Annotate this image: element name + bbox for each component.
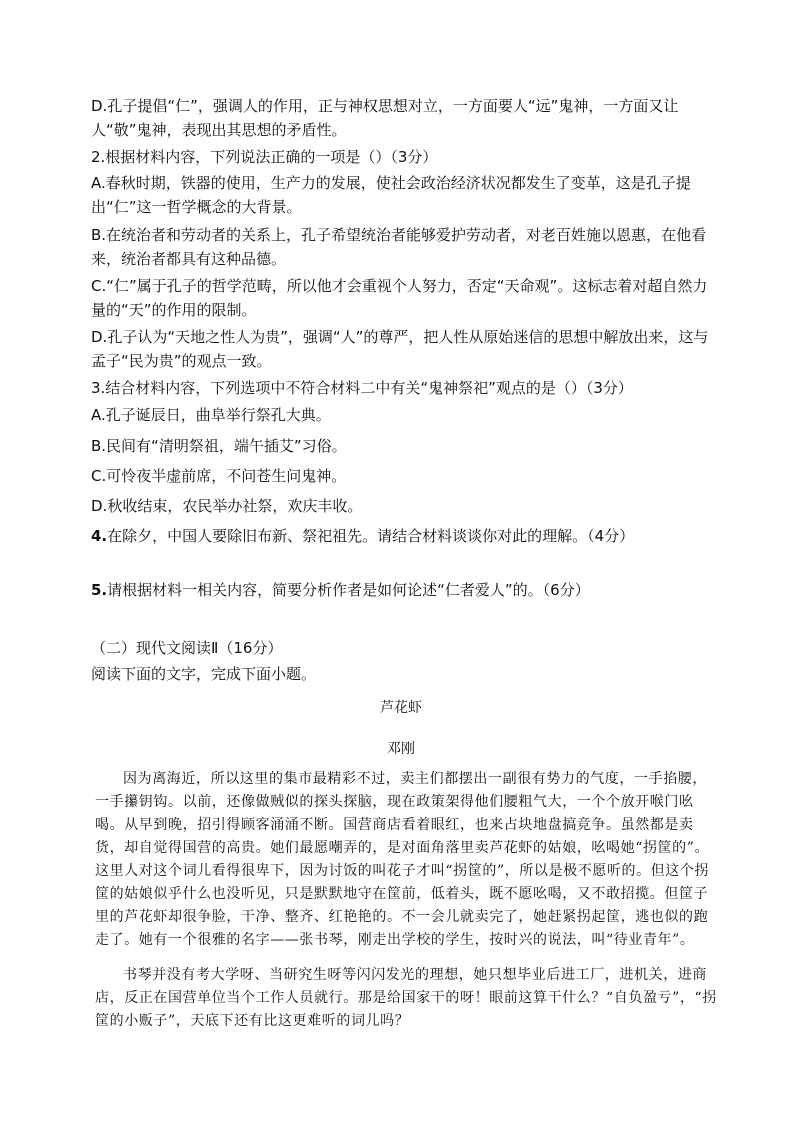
story-title: 芦花虾 bbox=[380, 700, 422, 716]
reading-instruction: 阅读下面的文字，完成下面小题。 bbox=[91, 665, 317, 683]
story-author: 邓刚 bbox=[387, 741, 415, 757]
question-4 bbox=[91, 524, 711, 548]
option-c-q3: C.可怜夜半虚前席，不问苍生问鬼神。 bbox=[91, 467, 347, 485]
option-d-q1: D.孔子提倡“仁”，强调人的作用，正与神权思想对立，一方面要人“远”鬼神，一方面又让人“敬”鬼神，表现出其思想的矛盾性。 bbox=[91, 97, 679, 139]
question-2: 2.根据材料内容，下列说法正确的一项是（）（3分） bbox=[91, 148, 438, 166]
option-a-q3: A.孔子诞辰日，曲阜举行祭孔大典。 bbox=[91, 406, 331, 424]
option-c-q2: C.“仁”属于孔子的哲学范畴，所以他才会重视个人努力，否定“天命观”。这标志着对超自然力量的“天”的作用的限制。 bbox=[91, 277, 708, 319]
question-3: 3.结合材料内容，下列选项中不符合材料二中有关“鬼神祭祀”观点的是（）（3分） bbox=[91, 379, 633, 397]
option-d-q2: D.孔子认为“天地之性人为贵”，强调“人”的尊严，把人性从原始迷信的思想中解放出来，这与孟子“民为贵”的观点一致。 bbox=[91, 328, 709, 370]
option-d-q3: D.秋收结束，农民举办社祭，欢庆丰收。 bbox=[91, 497, 363, 515]
question-4-text: 在除夕，中国人要除旧布新、祭祀祖先。请结合材料谈谈你对此的理解。（4分） bbox=[107, 527, 635, 545]
option-b-q3: B.民间有“清明祭祖，端午插艾”习俗。 bbox=[91, 437, 347, 455]
question-4-number: 4. bbox=[91, 527, 108, 545]
story-paragraph: 因为离海近，所以这里的集市最精彩不过，卖主们都摆出一副很有势力的气度，一手掐腰，一手攥钥钩。以前，还像做贼似的探头探脑，现在政策架得他们腰粗气大，一个个放开喉门吆喝。从早到晚，招引得顾客涌涌不断。国营商店看着眼红，也来占块地盘搞竞争。虽然都是卖货，却自觉得国营的高贵。她们最愿嘲弄的，是对面角落里卖芦花虾的姑娘，吆喝她“拐筐的”。这里人对这个词儿看得很卑下，因为讨饭的叫花子才叫“拐筐的”，所以是极不愿听的。但这个拐筐的姑娘似乎什么也没听见，只是默默地守在筐前，低着头，既不愿吆喝，又不敢招揽。但筐子里的芦花虾却很争脸，干净、整齐、红艳艳的。不一会儿就卖完了，她赶紧拐起筐，逃也似的跑走了。她有一个很雅的名字——张书琴，刚走出学校的学生，按时兴的说法，叫“待业青年”。 bbox=[95, 771, 710, 948]
option-b-q2: B.在统治者和劳动者的关系上，孔子希望统治者能够爱护劳动者，对老百姓施以恩惠，在他看来，统治者都具有这种品德。 bbox=[91, 226, 707, 268]
option-a-q2: A.春秋时期，铁器的使用，生产力的发展，使社会政治经济状况都发生了变革，这是孔子提出“仁”这一哲学概念的大背景。 bbox=[91, 174, 691, 216]
question-5-text: 请根据材料一相关内容，简要分析作者是如何论述“仁者爱人”的。（6分） bbox=[107, 581, 590, 599]
question-5-number: 5. bbox=[91, 581, 108, 599]
section-heading: （二）现代文阅读Ⅱ（16分） bbox=[91, 639, 283, 657]
question-5 bbox=[91, 578, 711, 602]
story-paragraph: 书琴并没有考大学呀、当研究生呀等闪闪发光的理想，她只想毕业后进工厂，进机关，进商店，反正在国营单位当个工作人员就行。那是给国家干的呀！眼前这算干什么？“自负盈亏”，“拐筐的小贩子”，天底下还有比这更难听的词儿吗？ bbox=[95, 967, 717, 1029]
